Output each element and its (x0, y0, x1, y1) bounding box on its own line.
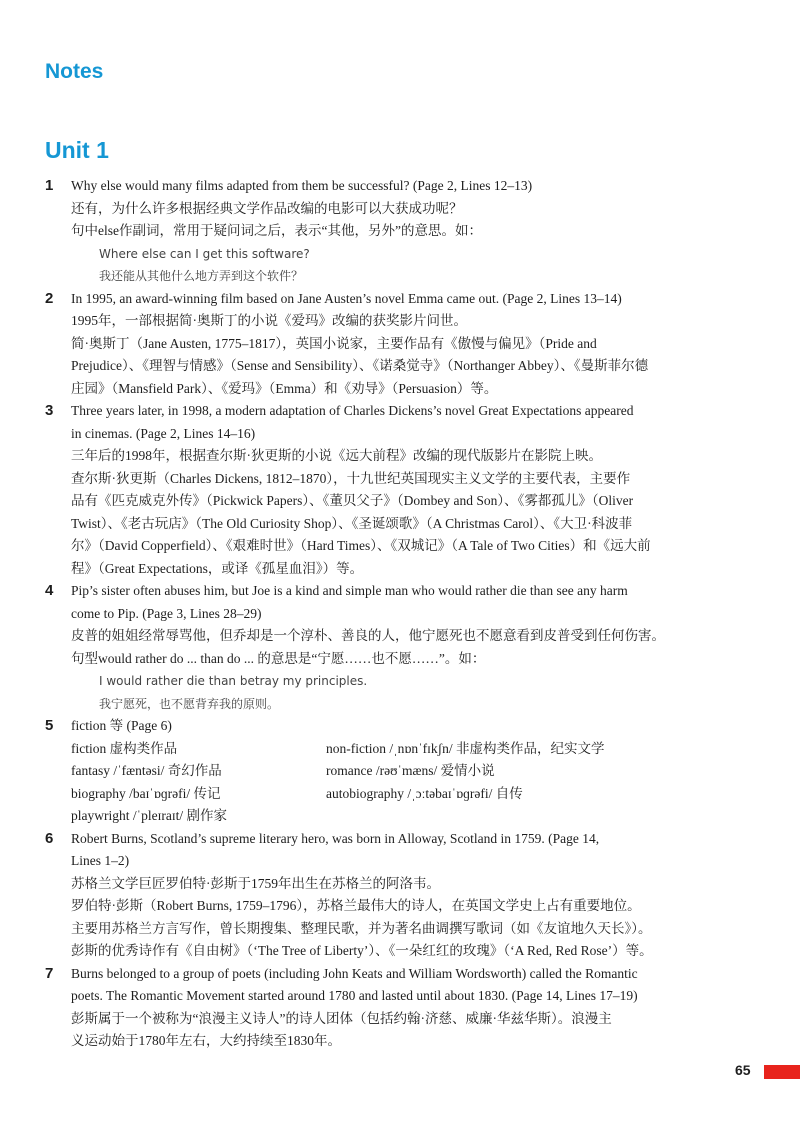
note-number: 3 (45, 402, 54, 419)
notes-list (45, 175, 765, 1053)
note-item (45, 715, 765, 828)
vocab-entry: playwright /ˈpleɪraɪt/ 剧作家 (71, 808, 227, 823)
vocab-entry: fiction 虚构类作品 (71, 740, 178, 756)
note-number: 1 (45, 177, 54, 194)
vocab-entry: autobiography /ˌɔːtəbaɪˈɒɡrəfi/ 自传 (326, 785, 523, 801)
vocab-entry: biography /baɪˈɒɡrəfi/ 传记 (71, 785, 221, 801)
note-item (45, 400, 765, 580)
note-line: come to Pip. (Page 3, Lines 28–29) (71, 605, 262, 621)
note-number: 5 (45, 717, 54, 734)
note-line: 句中else作副词，常用于疑问词之后，表示“其他，另外”的意思。如： (71, 223, 482, 238)
example-sentence: I would rather die than betray my principles. (99, 674, 368, 688)
notes-heading: Notes (45, 60, 104, 83)
unit-title: Unit 1 (45, 137, 109, 163)
note-item (45, 963, 765, 1053)
note-number: 6 (45, 829, 54, 847)
example-sentence: 我还能从其他什么地方弄到这个软件？ (99, 269, 304, 283)
note-line: fiction 等 (Page 6) (71, 718, 172, 733)
note-line: 皮普的姐姐经常辱骂他，但乔却是一个淳朴、善良的人，他宁愿死也不愿意看到皮普受到任何伤害。 (71, 628, 665, 643)
vocab-entry: romance /rəʊˈmæns/ 爱情小说 (326, 763, 495, 778)
note-item (45, 288, 765, 401)
note-line: Lines 1–2) (71, 853, 130, 868)
note-line: 彭斯属于一个被称为“浪漫主义诗人”的诗人团体（包括约翰·济慈、威廉·华兹华斯）。浪漫主 (71, 1010, 612, 1026)
note-line: 查尔斯·狄更斯（Charles Dickens, 1812–1870），十九世纪英国现实主义文学的主要代表，主要作 (71, 470, 631, 486)
vocab-entry: non-fiction /ˌnɒnˈfɪkʃn/ 非虚构类作品，纪实文学 (326, 740, 605, 756)
page-number: 65 (735, 1062, 751, 1078)
note-line: Burns belonged to a group of poets (including John Keats and William Wordsworth) called the Romantic (71, 965, 638, 981)
note-line: 主要用苏格兰方言写作，曾长期搜集、整理民歌，并为著名曲调撰写歌词（如《友谊地久天长》）。 (71, 920, 652, 936)
example-sentence: 我宁愿死，也不愿背弃我的原则。 (99, 696, 280, 711)
note-item (45, 175, 765, 288)
note-line: Why else would many films adapted from them be successful? (Page 2, Lines 12–13) (71, 178, 533, 193)
note-line: Pip’s sister often abuses him, but Joe is a kind and simple man who would rather die than see any harm (71, 583, 628, 598)
note-line: 还有，为什么许多根据经典文学作品改编的电影可以大获成功呢？ (71, 200, 463, 216)
note-line: 尔》（David Copperfield）、《艰难时世》（Hard Times）、《双城记》（A Tale of Two Cities）和《远大前 (71, 538, 651, 553)
note-line: 句型would rather do ... than do ... 的意思是“宁愿……也不愿……”。如： (71, 650, 486, 666)
note-line: 彭斯的优秀诗作有《自由树》（‘The Tree of Liberty’）、《一朵红红的玫瑰》（‘A Red, Red Rose’）等。 (71, 943, 653, 958)
note-item (45, 580, 765, 715)
note-line: Twist）、《老古玩店》（The Old Curiosity Shop）、《圣诞颂歌》（A Christmas Carol）、《大卫·科波菲 (71, 515, 633, 531)
note-line: Prejudice）、《理智与情感》（Sense and Sensibility）、《诺桑觉寺》（Northanger Abbey）、《曼斯菲尔德 (71, 358, 649, 373)
example-sentence: Where else can I get this software? (99, 246, 310, 261)
note-number: 7 (45, 964, 54, 982)
note-line: In 1995, an award-winning film based on Jane Austen’s novel Emma came out. (Page 2, Lines 13–14) (71, 290, 622, 306)
page-tab-marker (764, 1065, 800, 1079)
note-line: 品有《匹克威克外传》（Pickwick Papers）、《董贝父子》（Dombey and Son）、《雾都孤儿》（Oliver (71, 493, 634, 508)
note-line: Three years later, in 1998, a modern adaptation of Charles Dickens’s novel Great Expectations appeared (71, 403, 634, 418)
note-item (45, 828, 765, 963)
note-line: 义运动始于1780年左右，大约持续至1830年。 (71, 1033, 341, 1048)
note-line: poets. The Romantic Movement started around 1780 and lasted until about 1830. (Page 14, Lines 17–19) (71, 988, 638, 1003)
note-line: 庄园》（Mansfield Park）、《爱玛》（Emma）和《劝导》（Persuasion）等。 (71, 380, 498, 396)
note-line: Robert Burns, Scotland’s supreme literary hero, was born in Alloway, Scotland in 1759. (Page 14, (71, 830, 600, 846)
note-line: 简·奥斯丁（Jane Austen, 1775–1817），英国小说家，主要作品有《傲慢与偏见》（Pride and (71, 335, 597, 351)
note-line: 罗伯特·彭斯（Robert Burns, 1759–1796），苏格兰最伟大的诗人，在英国文学史上占有重要地位。 (71, 898, 641, 913)
note-line: in cinemas. (Page 2, Lines 14–16) (71, 425, 256, 441)
vocab-entry: fantasy /ˈfæntəsi/ 奇幻作品 (71, 763, 222, 778)
note-line: 苏格兰文学巨匠罗伯特·彭斯于1759年出生在苏格兰的阿洛韦。 (71, 875, 440, 891)
note-line: 三年后的1998年，根据查尔斯·狄更斯的小说《远大前程》改编的现代版影片在影院上映。 (71, 448, 602, 463)
vocab-grid (71, 738, 771, 828)
note-number: 2 (45, 289, 54, 307)
note-line: 1995年，一部根据简·奥斯丁的小说《爱玛》改编的获奖影片问世。 (71, 313, 467, 328)
note-line: 程》（Great Expectations，或译《孤星血泪》）等。 (71, 560, 364, 576)
note-number: 4 (45, 582, 54, 599)
